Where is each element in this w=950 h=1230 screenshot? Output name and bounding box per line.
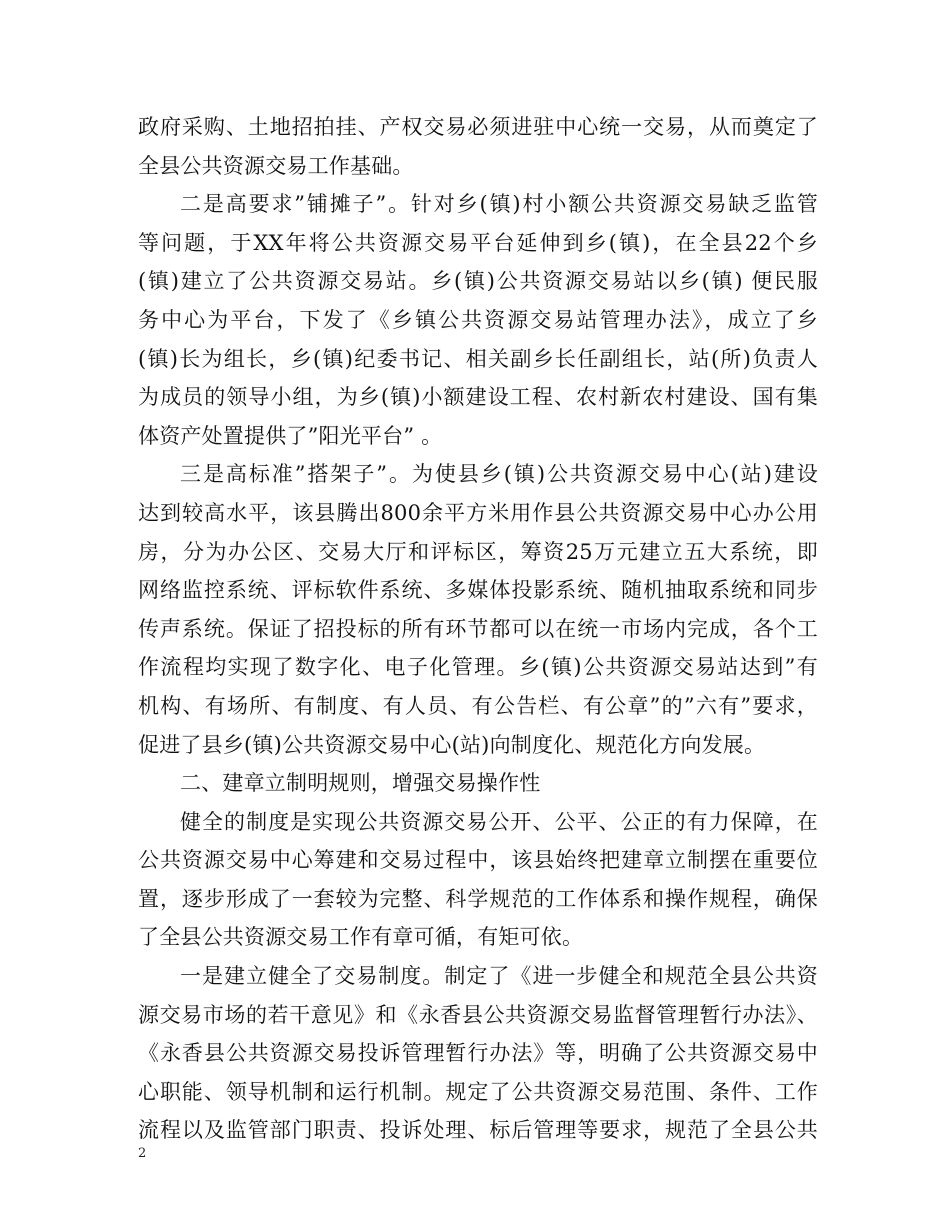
- section-heading: 二、建章立制明规则，增强交易操作性: [180, 771, 541, 796]
- text-line: 机构、有场所、有制度、有人员、有公告栏、有公章”的”六有”要求，: [138, 693, 818, 718]
- text-line: 心职能、领导机制和运行机制。规定了公共资源交易范围、条件、工作: [138, 1079, 818, 1104]
- text-line: 全县公共资源交易工作基础。: [138, 153, 414, 178]
- text-line: 网络监控系统、评标软件系统、多媒体投影系统、随机抽取系统和同步: [138, 578, 818, 603]
- text-line: 等问题，于XX年将公共资源交易平台延伸到乡(镇)，在全县22个乡: [138, 230, 818, 255]
- text-line: 三是高标准”搭架子”。为使县乡(镇)公共资源交易中心(站)建设: [180, 462, 818, 487]
- text-line: 源交易市场的若干意见》和《永香县公共资源交易监督管理暂行办法》、: [138, 1002, 818, 1027]
- text-line: 传声系统。保证了招投标的所有环节都可以在统一市场内完成，各个工: [138, 616, 818, 641]
- text-line: 健全的制度是实现公共资源交易公开、公平、公正的有力保障，在: [180, 809, 818, 834]
- document-body: [138, 108, 818, 1150]
- text-line: 政府采购、土地招拍挂、产权交易必须进驻中心统一交易，从而奠定了: [138, 115, 818, 139]
- text-line: 体资产处置提供了”阳光平台” 。: [138, 423, 443, 448]
- text-line: 《永香县公共资源交易投诉管理暂行办法》等，明确了公共资源交易中: [138, 1041, 818, 1066]
- text-line: 二是高要求”铺摊子”。针对乡(镇)村小额公共资源交易缺乏监管: [180, 192, 818, 217]
- page-number: 2: [138, 1146, 147, 1161]
- text-line: 流程以及监管部门职责、投诉处理、标后管理等要求，规范了全县公共: [138, 1118, 818, 1143]
- text-line: (镇)长为组长，乡(镇)纪委书记、相关副乡长任副组长，站(所)负责人: [138, 346, 818, 371]
- text-line: 公共资源交易中心筹建和交易过程中，该县始终把建章立制摆在重要位: [138, 848, 818, 873]
- text-line: 达到较高水平，该县腾出800余平方米用作县公共资源交易中心办公用: [138, 500, 818, 525]
- text-line: 促进了县乡(镇)公共资源交易中心(站)向制度化、规范化方向发展。: [138, 732, 766, 757]
- text-line: 为成员的领导小组，为乡(镇)小额建设工程、农村新农村建设、国有集: [138, 385, 818, 410]
- text-line: 房，分为办公区、交易大厅和评标区，筹资25万元建立五大系统，即: [138, 539, 818, 564]
- text-line: 置，逐步形成了一套较为完整、科学规范的工作体系和操作规程，确保: [138, 886, 818, 911]
- text-line: 务中心为平台，下发了《乡镇公共资源交易站管理办法》，成立了乡: [138, 307, 818, 332]
- text-line: 一是建立健全了交易制度。制定了《进一步健全和规范全县公共资: [180, 964, 818, 989]
- text-line: 了全县公共资源交易工作有章可循，有矩可依。: [138, 925, 584, 950]
- text-line: 作流程均实现了数字化、电子化管理。乡(镇)公共资源交易站达到”有: [138, 655, 818, 680]
- text-line: (镇)建立了公共资源交易站。乡(镇)公共资源交易站以乡(镇) 便民服: [138, 269, 818, 294]
